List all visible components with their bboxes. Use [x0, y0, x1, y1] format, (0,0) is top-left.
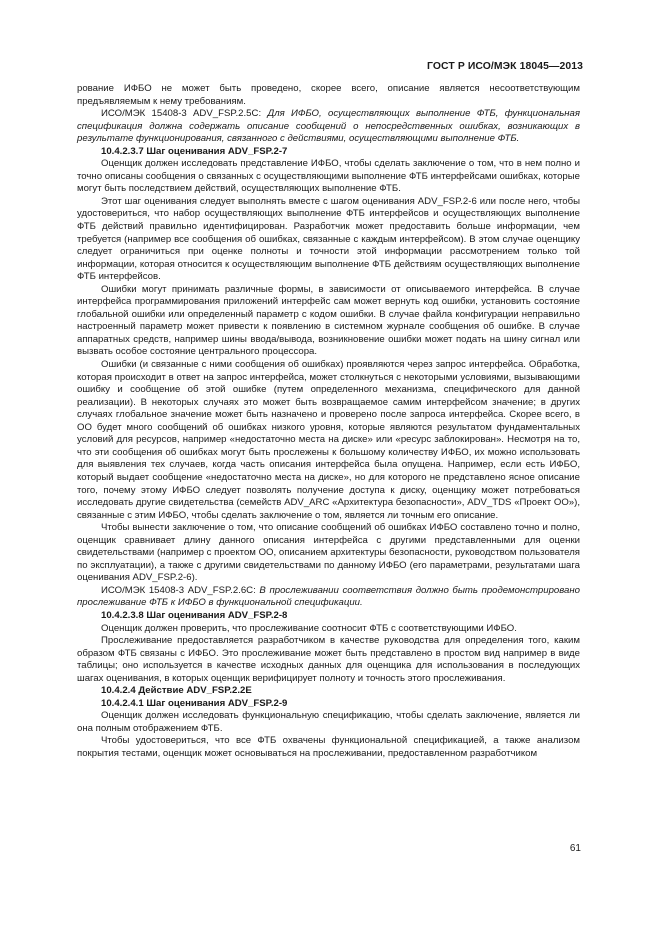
requirement-ref: ИСО/МЭК 15408-3 ADV_FSP.2.6C: [101, 584, 256, 596]
requirement-adv-fsp-2-6c [77, 585, 580, 610]
section-heading-10-4-2-4: 10.4.2.4 Действие ADV_FSP.2.2E [101, 685, 252, 697]
paragraph-continuation: рование ИФБО не может быть проведено, скорее всего, описание является несоответствующим предъявляемым к нему требованиям. [77, 83, 580, 107]
paragraph: Ошибки могут принимать различные формы, в зависимости от описываемого интерфейса. В случае интерфейса программирования приложений интерфейс сам может вернуть код ошибки, установить состояние глобальной ошибки или определенный параметр с кодом ошибки. В случае файла конфигурации неправильно настроенный параметр может привести к появлению в системном журнале сообщения об ошибке. В случае аппаратных средств, например шины ввода/вывода, возникновение ошибки может подать на шину сигнал или вызвать особое состояние центрального процессора. [77, 283, 580, 358]
section-heading-10-4-2-4-1: 10.4.2.4.1 Шаг оценивания ADV_FSP.2-9 [101, 697, 288, 709]
paragraph: Прослеживание предоставляется разработчиком в качестве руководства для определения того, каким образом ФТБ связаны с ИФБО. Это прослеживание может быть представлено в простом вид например в виде таблицы; оно используется в качестве исходных данных для оценщика для использования в последующих шагах оценивания, в которых оценщик верифицирует полноту и точность этого прослеживания. [77, 635, 580, 684]
paragraph: Оценщик должен проверить, что прослеживание соотносит ФТБ с соответствующими ИФБО. [101, 622, 517, 634]
page-number: 61 [569, 843, 581, 854]
standard-header: ГОСТ Р ИСО/МЭК 18045—2013 [427, 61, 583, 72]
paragraph: Этот шаг оценивания следует выполнять вместе с шагом оценивания ADV_FSP.2-6 или после него, чтобы удостовериться, что набор осуществляющих выполнение ФТБ интерфейсов и осуществляющих выполнение ФТБ действий правильно идентифицирован. Разработчик может предоставить больше информации, чем требуется (например все сообщения об ошибках, связанные с каждым интерфейсом). В этом случае оценщику следует ограничиться при оценке полноты и точности этой информации рассмотрением только той информации, которая относится к осуществляющим выполнение ФТБ действиям осуществляющих выполнение ФТБ интерфейсов. [77, 195, 580, 283]
paragraph: Оценщик должен исследовать представление ИФБО, чтобы сделать заключение о том, что в нем полно и точно описаны сообщения о связанных с осуществляющими выполнение ФТБ интерфейсами ошибках, которые могут быть последствием действий, осуществляющих выполнение ФТБ. [77, 158, 580, 195]
section-heading-10-4-2-3-8: 10.4.2.3.8 Шаг оценивания ADV_FSP.2-8 [101, 609, 288, 621]
requirement-ref: ИСО/МЭК 15408-3 ADV_FSP.2.5C: [101, 108, 262, 120]
requirement-text: Для ИФБО, осуществляющих выполнение ФТБ, функциональная спецификация должна содержать описание сообщений о непосредственных ошибках, возникающих в результате функционирования, связанного с действиями, осуществляющими выполнение ФТБ. [77, 108, 581, 145]
section-heading-10-4-2-3-7: 10.4.2.3.7 Шаг оценивания ADV_FSP.2-7 [101, 145, 288, 157]
paragraph: Чтобы удостовериться, что все ФТБ охвачены функциональной спецификацией, а также анализом покрытия тестами, оценщик может основываться на прослеживании, предоставленном разработчиком [77, 735, 580, 759]
requirement-adv-fsp-2-5c [77, 108, 580, 146]
page-body [77, 83, 580, 761]
requirement-text: В прослеживании соответствия должно быть продемонстрировано прослеживание ФТБ к ИФБО в функциональной спецификации. [77, 584, 581, 609]
paragraph: Оценщик должен исследовать функциональную спецификацию, чтобы сделать заключение, является ли она полным отображением ФТБ. [77, 710, 580, 734]
paragraph: Чтобы вынести заключение о том, что описание сообщений об ошибках ИФБО составлено точно и полно, оценщик сравнивает длину данного описания интерфейса с другими представленными для оценки свидетельствами (например с проектом ОО, описанием архитектуры безопасности, руководством пользователя по эксплуатации), а также с другими свидетельствами по данному ИФБО (его параметрами, результатами шага оценивания ADV_FSP.2-6). [77, 522, 580, 584]
paragraph: Ошибки (и связанные с ними сообщения об ошибках) проявляются через запрос интерфейса. Обработка, которая происходит в ответ на запрос интерфейса, может столкнуться с некоторыми условиями, вызывающими ошибку и сообщение об этой ошибке (путем определенного механизма, специфического для данной реализации). В некоторых случаях это может быть возвращаемое самим интерфейсом значение; в других случаях глобальное значение может быть назначено и проверено после запроса интерфейса. Скорее всего, в ОО будет много сообщений об ошибках низкого уровня, которые являются результатом фундаментальных условий для ресурсов, например «недостаточно места на диске» или «ресурс заблокирован». Несмотря на то, что эти сообщения об ошибках могут быть прослежены к большому количеству ИФБО, их можно использовать для выявления тех случаев, когда часть описания интерфейса была опущена. Например, если есть ИФБО, который выдает сообщение «недостаточно места на диске», но для которого не представлено ясное описание того, почему этому ИФБО следует позволять получение доступа к диску, оценщику может потребоваться исследовать другие свидетельства (семейств ADV_ARC «Архитектура безопасности», ADV_TDS «Проект ОО»), связанные с этим ИФБО, чтобы сделать заключение о том, является ли точным его описание. [77, 359, 580, 521]
